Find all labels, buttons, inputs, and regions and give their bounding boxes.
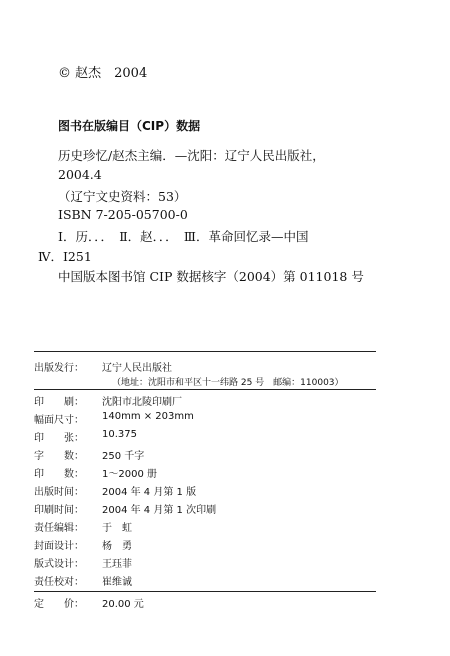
print-run-label: 印 数： xyxy=(34,469,84,480)
publish-date-value: 2004 年 4 月第 1 版 xyxy=(102,487,197,498)
cip-title: 图书在版编目（CIP）数据 xyxy=(58,119,201,133)
price-label: 定 价： xyxy=(34,599,84,610)
format-label: 幅面尺寸： xyxy=(34,415,84,426)
sheets-label: 印 张： xyxy=(34,433,84,444)
cip-line-3: （辽宁文史资料：53） xyxy=(58,189,187,204)
cip-line-5: Ⅰ．历．．． Ⅱ．赵．．． Ⅲ．革命回忆录—中国 xyxy=(58,229,309,244)
cip-line-1: 历史珍忆/赵杰主编．—沈阳：辽宁人民出版社， xyxy=(58,148,325,163)
publish-date-label: 出版时间： xyxy=(34,487,84,498)
word-count-label: 字 数： xyxy=(34,451,84,462)
publisher-value: 辽宁人民出版社 xyxy=(102,363,172,374)
price-value: 20.00 元 xyxy=(102,599,144,610)
printer-label: 印 刷： xyxy=(34,397,84,408)
cover-design-value: 杨 勇 xyxy=(102,541,132,552)
word-count-value: 250 千字 xyxy=(102,451,145,462)
imprint-rule-2 xyxy=(34,389,376,390)
copyright-line: © 赵杰 2004 xyxy=(58,66,148,81)
format-value: 140mm × 203mm xyxy=(102,411,194,422)
imprint-rule-3 xyxy=(34,591,376,592)
cip-line-2: 2004.4 xyxy=(58,167,102,182)
cover-design-label: 封面设计： xyxy=(34,541,84,552)
printer-value: 沈阳市北陵印刷厂 xyxy=(102,397,182,408)
print-date-value: 2004 年 4 月第 1 次印刷 xyxy=(102,505,217,516)
imprint-top-rule xyxy=(34,351,376,352)
print-run-value: 1～2000 册 xyxy=(102,469,157,480)
proofreader-value: 崔维诚 xyxy=(102,577,132,588)
editor-value: 于 虹 xyxy=(102,523,132,534)
editor-label: 责任编辑： xyxy=(34,523,84,534)
cip-line-7: 中国版本图书馆 CIP 数据核字（2004）第 011018 号 xyxy=(58,269,364,284)
cip-line-4: ISBN 7-205-05700-0 xyxy=(58,207,188,222)
proofreader-label: 责任校对： xyxy=(34,577,84,588)
layout-design-value: 王珏菲 xyxy=(102,559,132,570)
sheets-value: 10.375 xyxy=(102,429,137,440)
layout-design-label: 版式设计： xyxy=(34,559,84,570)
publisher-address: （地址：沈阳市和平区十一纬路 25 号 邮编：110003） xyxy=(112,378,344,388)
print-date-label: 印刷时间： xyxy=(34,505,84,516)
publisher-label: 出版发行： xyxy=(34,363,84,374)
cip-line-6: Ⅳ．I251 xyxy=(38,249,92,264)
